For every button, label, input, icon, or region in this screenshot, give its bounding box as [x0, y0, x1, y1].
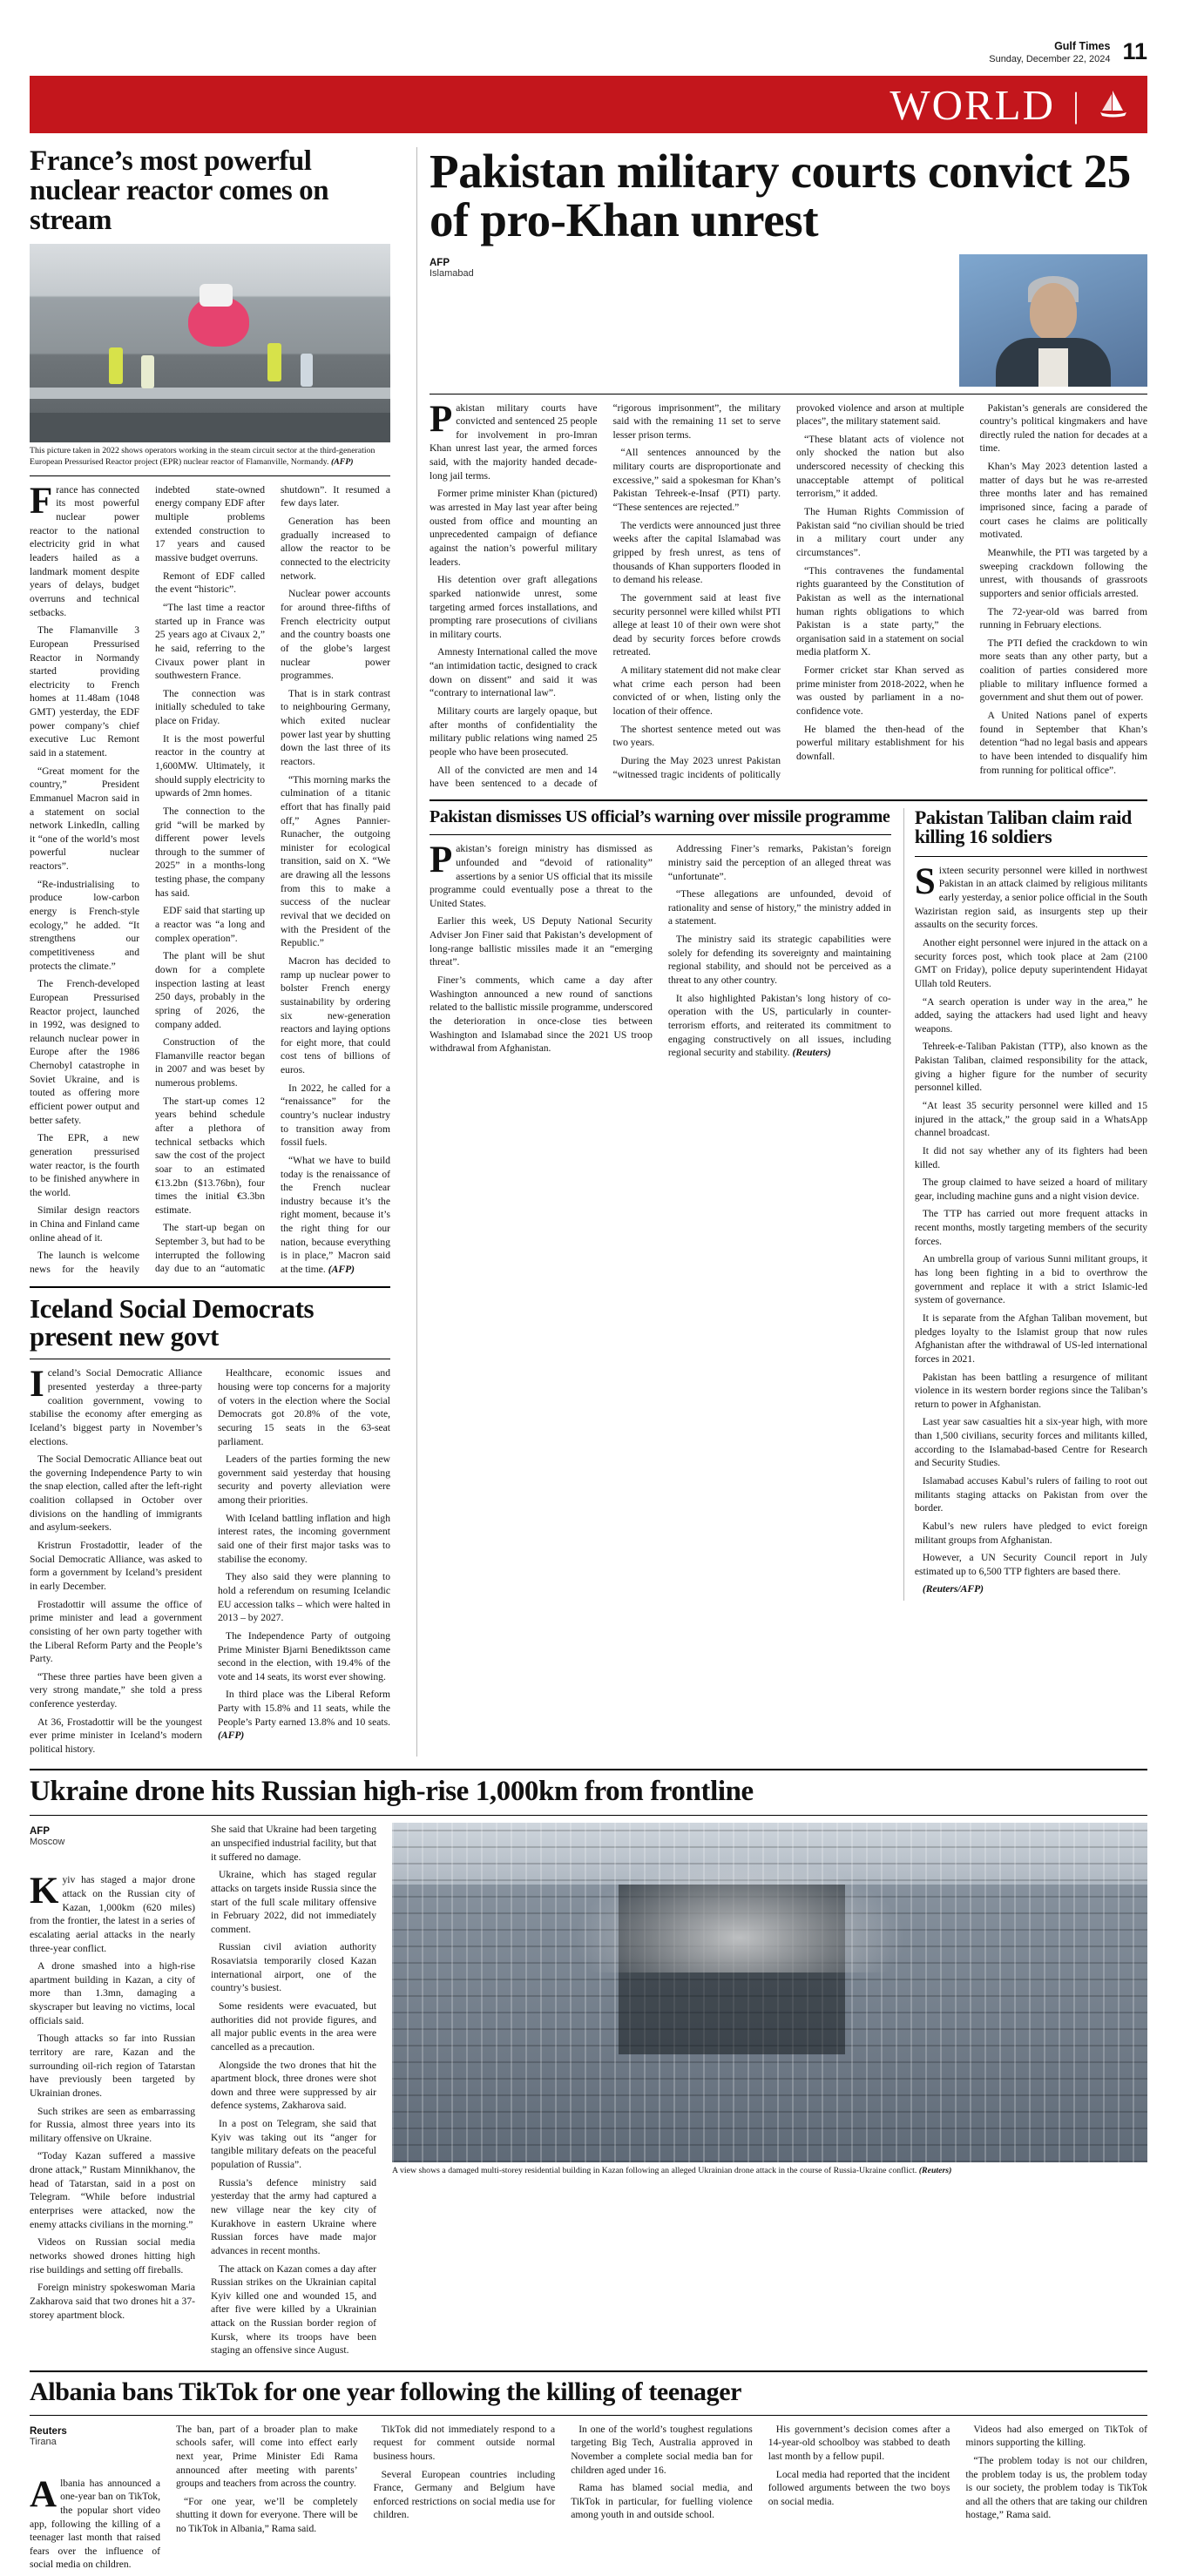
paragraph: A United Nations panel of experts found in September that Khan’s detention “had no legal basis and appears to have been intended to disqualify him from running for political office”. [979, 710, 1147, 776]
paragraph: The connection was initially scheduled to take place on Friday. [155, 687, 265, 727]
masthead-date: Sunday, December 22, 2024 [989, 53, 1111, 64]
paragraph: “These blatant acts of violence not only shocked the nation but also underscored necessity of checking this unacceptable attempt of political terrorism,” it added. [796, 433, 964, 500]
paragraph: Last year saw casualties hit a six-year high, with more than 1,500 civilians, security forces and militants killed, according to the Islamabad-based Centre for Research and Security Studies. [914, 1416, 1147, 1469]
page-number: 11 [1122, 38, 1147, 64]
paragraph: Pakistan’s foreign ministry has dismissed as unfounded and “devoid of rationality” assertions by a senior US official that its missile programme could eventually pose a threat to the United States. [430, 840, 653, 909]
paragraph: The ministry said its strategic capabilities were solely for defending its sovereignty and maintaining regional stability, and should not be perceived as a threat to any other country. [667, 934, 891, 987]
paragraph [668, 992, 891, 1060]
paragraph: Earlier this week, US Deputy National Security Adviser Jon Finer said that Pakistan’s development of long-range ballistic missiles made it an “emerging threat”. [430, 915, 653, 968]
banner-separator: | [1072, 84, 1079, 125]
france-body [30, 480, 390, 1278]
paragraph: The verdicts were announced just three weeks after the capital Islamabad was gripped by fresh unrest, as tens of thousands of Khan supporters flooded in to demand his release. [612, 519, 781, 586]
top-section [30, 147, 1147, 1756]
paragraph: Former prime minister Khan (pictured) was arrested in May last year after being ousted from office and mounting an unprecedented campaign of defiance against the nation’s powerful military leaders. [430, 488, 598, 568]
paragraph: Several European countries including France, Germany and Belgium have enforced restrictions on social media use for children. [373, 2468, 556, 2521]
paragraph: The government said at least five security personnel were killed whilst PTI allege at least 10 of their own were shot dead by security forces before crowds retreated. [612, 591, 781, 658]
france-story [30, 147, 404, 1756]
paragraph [281, 1154, 390, 1277]
paragraph: Meanwhile, the PTI was targeted by a sweeping crackdown following the unrest, with thousands of grassroots supporters and senior officials arrested. [979, 546, 1147, 599]
paragraph: In 2022, he called for a “renaissance” for the country’s nuclear industry to transition away from fossil fuels. [281, 1082, 390, 1149]
column-divider [416, 147, 417, 1756]
paragraph: Pakistan has been battling a resurgence of militant violence in its western border regions since the Taliban’s return to power in Afghanistan. [914, 1371, 1147, 1410]
paragraph: “The last time a reactor started up in France was 25 years ago at Civaux 2,” he said, referring to the Civaux power plant in southwestern France. [155, 601, 265, 682]
paragraph: His detention over graft allegations sparked nationwide unrest, some targeting armed forces installations, and prompting rare prosecutions of civilians in military courts. [430, 574, 598, 640]
source-credit: (Reuters) [792, 1047, 831, 1059]
paragraph: Local media had reported that the incident followed arguments between the two boys on social media. [768, 2468, 950, 2507]
paragraph: A drone smashed into a high-rise apartment building in Kazan, a city of more than 1.3mn, damaging a skyscraper but leaving no victims, local officials said. [30, 1960, 195, 2026]
paragraph: “These allegations are unfounded, devoid of rationality and sense of history,” the ministry added in a statement. [667, 888, 891, 927]
taliban-headline: Pakistan Taliban claim raid killing 16 soldiers [914, 806, 1132, 848]
paragraph: Macron has decided to ramp up nuclear power to bolster French energy sustainability by ordering six new-generation reactors and laying options for eight more, that could cost tens of billions of euros. [281, 954, 390, 1076]
paragraph: Amnesty International called the move “an intimidation tactic, designed to crack down on dissent” and said it was “contrary to international law”. [430, 646, 598, 699]
paragraph: He blamed the then-head of the powerful military establishment for his downfall. [796, 723, 964, 762]
paragraph: Kyiv has staged a major drone attack on the Russian city of Kazan, 1,000km (620 miles) from the frontier, the latest in a series of escalating aerial attacks in the nearly three-year conflict. [30, 1871, 195, 1954]
missile-headline: Pakistan dismisses US official’s warning over missile programme [430, 806, 890, 826]
paragraph: Kabul’s new rulers have pledged to evict foreign militant groups from Afghanistan. [914, 1520, 1147, 1546]
paragraph: At 36, Frostadottir will be the youngest ever prime minister in Iceland’s modern political history. [30, 1716, 202, 1756]
ukraine-caption [392, 2162, 1147, 2177]
imran-khan-photo [959, 254, 1147, 387]
paragraph: However, a UN Security Council report in July estimated up to 6,500 TTP fighters are based there. [914, 1552, 1147, 1577]
paragraph: The Flamanville 3 European Pressurised Reactor in Normandy started providing electricity to French homes at 11.48am (1048 GMT) yesterday, the EDF power company’s chief executive Luc Remont said in a statement. [30, 624, 139, 759]
paragraph: Some residents were evacuated, but authorities did not provide figures, and all major public events in the area were cancelled as a precaution. [211, 2000, 376, 2053]
masthead-title: Gulf Times [1054, 40, 1111, 52]
source-credit: (AFP) [218, 1730, 245, 1742]
paragraph: A military statement did not make clear what crime each person had been convicted of or when, listing only the location of their offence. [612, 664, 781, 718]
reactor-photo [30, 244, 390, 442]
ukraine-byline [30, 1826, 195, 1847]
paragraph: Pakistan’s generals are considered the country’s political kingmakers and have directly ruled the nation for decades at a time. [979, 401, 1147, 455]
paragraph: Construction of the Flamanville reactor began in 2007 and was beset by numerous problems. [155, 1036, 265, 1089]
paragraph: Ukraine, which has staged regular attacks on targets inside Russia since the start of the full scale military offensive in February 2022, did not immediately comment. [211, 1869, 376, 1935]
paragraph: In one of the world’s toughest regulations targeting Big Tech, Australia approved in November a complete social media ban for children aged under 16. [571, 2423, 753, 2476]
taliban-story [915, 808, 1147, 1601]
paragraph: TikTok did not immediately respond to a request for comment outside normal business hours. [373, 2423, 556, 2462]
section-banner [30, 76, 1147, 133]
albania-byline [30, 2426, 160, 2447]
paragraph: It is separate from the Afghan Taliban movement, but pledges loyalty to the Islamist group that now rules Afghanistan after the withdrawal of US-led international forces in 2021. [914, 1312, 1147, 1365]
paragraph: In a post on Telegram, she said that Kyiv was taking out its “anger for tangible military defeats on the peaceful population of Russia”. [211, 2118, 376, 2171]
paragraph: “At least 35 security personnel were killed and 15 injured in the attack,” the group said in a WhatsApp channel broadcast. [914, 1099, 1147, 1139]
paragraph: Khan’s May 2023 detention lasted a matter of days but he was re-arrested three months later and has remained imprisoned since, facing a parade of court cases he claims are politically motivated. [979, 461, 1147, 541]
iceland-story [30, 1295, 390, 1757]
source-credit: (Reuters/AFP) [922, 1583, 984, 1595]
dhow-boat-icon [1093, 85, 1132, 124]
pakistan-body [430, 398, 1147, 791]
paragraph: Islamabad accuses Kabul’s rulers of failing to root out militants staging attacks on Pakistan from over the border. [914, 1475, 1147, 1514]
iceland-headline: Iceland Social Democrats present new govt [30, 1293, 315, 1352]
paragraph: Tehreek-e-Taliban Pakistan (TTP), also known as the Pakistan Taliban, claimed responsibility for the attack, giving a higher figure for the number of security personnel killed. [914, 1041, 1147, 1094]
paragraph: France has connected its most powerful nuclear power reactor to the national electricity grid in what leaders hailed as a landmark moment despite years of delays, budget overruns and technical setbacks. [30, 480, 139, 618]
paragraph: The Independence Party of outgoing Prime Minister Bjarni Benediktsson came second in the election, with 19.4% of the vote and 14 seats, its worst ever showing. [218, 1629, 390, 1682]
paragraph-text: “What we have to build today is the renaissance of the French nuclear industry because it’s the right moment, because it’s the right thing for our nation, because everything is in place,” Macron said at the time. [281, 1154, 390, 1276]
paragraph: Such strikes are seen as embarrassing for Russia, almost three years into its military offensive on Ukraine. [30, 2105, 195, 2144]
paragraph: All of the convicted are men and 14 have been sentenced to a decade of “rigorous imprisonment”, the military said with the remaining 11 set to serve lesser prison terms. [430, 401, 781, 790]
paragraph: The Social Democratic Alliance beat out the governing Independence Party to win the snap election, called after the left-right coalition collapsed in October over divisions on the handling of immigrants and asylum-seekers. [30, 1453, 202, 1534]
paragraph: The connection to the grid “will be marked by different power levels through to the summer of 2025” in a months-long testing phase, the company has said. [155, 805, 265, 899]
paragraph: Pakistan military courts have convicted and sentenced 25 people for involvement in pro-Imran Khan unrest last year, the armed forces said, with the majority handed decade-long jail terms. [430, 398, 598, 482]
paragraph [218, 1688, 390, 1743]
section-title: WORLD [890, 80, 1055, 129]
pakistan-story [430, 147, 1147, 1756]
paragraph: The TTP has carried out more frequent attacks in recent months, mostly targeting members of the security forces. [914, 1208, 1147, 1247]
pakistan-byline [430, 258, 945, 279]
iceland-body [30, 1366, 390, 1756]
paragraph: The start-up comes 12 years behind schedule after a plethora of technical setbacks which saw the cost of the project soar to an estimated €13.2bn ($13.76bn), four times the initial €3.3bn estimate. [155, 1095, 265, 1216]
paragraph [915, 1582, 1147, 1596]
paragraph: “Re-industrialising to produce low-carbon energy is French-style ecology,” he added. “It strengthens our competitiveness and protects the climate.” [30, 878, 139, 972]
kazan-tower-photo [392, 1823, 1147, 2162]
paragraph: The PTI defied the crackdown to win more seats than any other party, but a coalition of parties considered more pliable to military influence formed a government and shut them out of power. [979, 637, 1147, 704]
paragraph: The ban, part of a broader plan to make schools safer, will come into effect early next year, Prime Minister Edi Rama announced after meeting with parents’ groups and teachers from across the country. [176, 2423, 358, 2490]
paragraph: “Today Kazan suffered a massive drone attack,” Rustam Minnikhanov, the head of Tatarstan, said in a post on Telegram. “While before industrial enterprises were attacked, now the enemy attacks civilians in the morning.” [30, 2150, 195, 2230]
paragraph: Finer’s comments, which came a day after Washington announced a new round of sanctions related to the ballistic missile programme, underscored the deterioration in once-close ties between Washington and Islamabad since the 2021 US troop withdrawal from Afghanistan. [430, 974, 653, 1055]
byline-location: Tirana [30, 2436, 57, 2447]
paragraph: EDF said that starting up a reactor was “a long and complex operation”. [155, 905, 265, 944]
paragraph: His government’s decision comes after a 14-year-old schoolboy was stabbed to death last month by a fellow pupil. [768, 2423, 950, 2462]
paragraph: Nuclear power accounts for around three-fifths of French electricity output and the country boasts one of the globe’s largest nuclear power programmes. [281, 588, 390, 682]
france-headline: France’s most powerful nuclear reactor comes on stream [30, 145, 329, 236]
paragraph: The EPR, a new generation pressurised water reactor, is the fourth to be finished anywhere in the world. [30, 1132, 139, 1198]
paragraph: Healthcare, economic issues and housing were top concerns for a majority of voters in the election where the Social Democrats got 20.8% of the vote, securing 15 seats in the 63-seat parliament. [218, 1367, 390, 1447]
paragraph: “For one year, we’ll be completely shutting it down for everyone. There will be no TikTok in Albania,” Rama said. [176, 2495, 358, 2535]
paragraph: Another eight personnel were injured in the attack on a security forces post, which took place at 2am (2100 GMT on Friday), police deputy superintendent Hidayat Ullah told Reuters. [914, 936, 1147, 989]
albania-body [176, 2423, 1147, 2576]
khan-figure [959, 254, 1147, 387]
kazan-figure [392, 1823, 1147, 2362]
missile-story [430, 808, 903, 1601]
paragraph: Russia’s defence ministry said yesterday that the army had captured a new village near the key city of Kurakhove in eastern Ukraine where Russian forces have made major advances in recent months. [211, 2176, 376, 2256]
paragraph: Rama has blamed social media, and TikTok in particular, for fuelling violence among youth in and outside school. [571, 2482, 753, 2521]
paragraph: “This contravenes the fundamental rights guaranteed by the Constitution of Pakistan as well as the international human rights obligations to which Pakistan is a state party,” the organisation said in a statement on social media platform X. [796, 564, 964, 658]
byline-location: Islamabad [430, 267, 474, 279]
paragraph: Kristrun Frostadottir, leader of the Social Democratic Alliance, was asked to form a government by Iceland’s president in early December. [30, 1540, 202, 1592]
paragraph: With Iceland battling inflation and high interest rates, the incoming government said one of their first major tasks was to stabilise the economy. [218, 1512, 390, 1565]
paragraph: “Great moment for the country,” President Emmanuel Macron said in a statement on social network LinkedIn, calling it “one of the world’s most powerful nuclear reactors”. [30, 765, 139, 873]
ukraine-caption-text: A view shows a damaged multi-storey residential building in Kazan following an alleged Ukrainian drone attack in the course of Russia-Ukraine conflict. [392, 2166, 917, 2176]
paragraph: The French-developed European Pressurised Reactor project, launched in 1992, was designed to relaunch nuclear power in Europe after the 1986 Chernobyl catastrophe in Soviet Ukraine, and is touted as offering more efficient power output and better safety. [30, 978, 139, 1126]
paragraph: The Human Rights Commission of Pakistan said “no civilian should be tried in a military court under any circumstances”. [796, 506, 964, 558]
paragraph-text: It also highlighted Pakistan’s long history of co-operation with the US, particularly in counter-terrorism efforts, and reiterated its commitment to engaging constructively on all issues, including regional security and stability. [667, 992, 891, 1059]
lower-right-block [430, 808, 1147, 1601]
paragraph: “The problem today is not our children, the problem today is us, the problem today is our society, the problem today is TikTok and all the others that are taking our children hostage,” Rama said. [965, 2454, 1147, 2521]
paragraph: Alongside the two drones that hit the apartment block, three drones were shot down and three were suppressed by air defence systems, Zakharova said. [211, 2059, 376, 2112]
pakistan-headline: Pakistan military courts convict 25 of pro-Khan unrest [430, 145, 1131, 247]
france-caption [30, 442, 390, 468]
ukraine-headline: Ukraine drone hits Russian high-rise 1,000km from frontline [30, 1775, 754, 1807]
paragraph: Iceland’s Social Democratic Alliance presented yesterday a three-party coalition government, vowing to stabilise the economy after emerging as Iceland’s biggest party in November’s elections. [30, 1364, 202, 1447]
paragraph: Foreign ministry spokeswoman Maria Zakharova said that two drones hit a 37-storey apartment block. [30, 2282, 195, 2321]
paragraph: Videos had also emerged on TikTok of minors supporting the killing. [965, 2423, 1147, 2449]
paragraph: Addressing Finer’s remarks, Pakistan’s foreign ministry said the perception of an alleged threat was “unfortunate”. [667, 843, 891, 882]
ukraine-story [30, 1777, 1147, 2362]
paragraph: It is the most powerful reactor in the country at 1,600MW. Ultimately, it should supply electricity to upwards of 2mn homes. [155, 732, 265, 799]
paragraph: “A search operation is under way in the area,” he added, saying the attackers had used light and heavy weapons. [914, 995, 1147, 1035]
taliban-body [914, 860, 1147, 1596]
paragraph: Albania has announced a one-year ban on TikTok, the popular short video app, following the killing of a teenager last month that raised fears over the influence of social media on children. [30, 2473, 160, 2571]
paragraph: Frostadottir will assume the office of prime minister and lead a government consisting of her own party together with the Liberal Reform Party and the People’s Party. [30, 1598, 202, 1665]
paragraph: It did not say whether any of its fighters had been killed. [914, 1144, 1147, 1170]
paragraph: The attack on Kazan comes a day after Russian strikes on the Ukrainian capital Kyiv killed one and wounded 15, and after five were killed by a Ukrainian attack on the Russian border region of Kursk, where its troops have been staging an offensive since August. [211, 2262, 376, 2357]
paragraph: “This morning marks the culmination of a titanic effort that has finally paid off,” Agnes Pannier-Runacher, the outgoing minister for ecological transition, said on X. “We are drawing all the lessons from this to make a success of the nuclear revival that we decided on with the President of the Republic.” [281, 773, 390, 949]
paragraph: That is in stark contrast to neighbouring Germany, which exited nuclear power last year by shutting down the last three of its reactors. [281, 687, 390, 767]
paragraph: Remont of EDF called the event “historic”. [155, 570, 265, 596]
paragraph: Videos on Russian social media networks showed drones hitting high rise buildings and setting off fireballs. [30, 2236, 195, 2276]
byline-agency: Reuters [30, 2425, 67, 2437]
paragraph: Generation has been gradually increased to allow the reactor to be connected to the electricity network. [281, 516, 390, 582]
paragraph: Russian civil aviation authority Rosaviatsia temporarily closed Kazan international airport, one of the country’s busiest. [211, 1941, 376, 1994]
paragraph-text: In third place was the Liberal Reform Party with 15.8% and 11 seats, while the People’s Party earned 13.8% and 10 seats. [218, 1689, 390, 1728]
masthead [30, 0, 1147, 65]
paragraph: The start-up began on September 3, but had to be interrupted the following day due to an “automatic shutdown”. It resumed a few days later. [155, 483, 390, 1275]
albania-story [30, 2379, 1147, 2576]
france-caption-credit: (AFP) [330, 457, 354, 468]
paragraph: The group claimed to have seized a hoard of military gear, including machine guns and a night vision device. [914, 1177, 1147, 1202]
paragraph: The 72-year-old was barred from running in February elections. [979, 605, 1147, 631]
paragraph: An umbrella group of various Sunni militant groups, it has long been fighting in a bid to overthrow the government and replace it with a strict Islamic-led system of governance. [914, 1253, 1147, 1306]
paragraph: The plant will be shut down for a complete inspection lasting at least 250 days, probably in the spring of 2026, the company added. [155, 950, 265, 1030]
paragraph: Similar design reactors in China and Finland came online ahead of it. [30, 1204, 139, 1244]
paragraph: Former cricket star Khan served as prime minister from 2018-2022, when he was ousted by parliament in a no-confidence vote. [796, 664, 964, 718]
byline-agency: AFP [30, 1826, 50, 1838]
paragraph: “All sentences announced by the military courts are disproportionate and excessive,” said a spokesman for Khan’s Pakistan Tehreek-e-Insaf (PTI) party. “These sentences are rejected.” [612, 447, 781, 514]
paragraph: Though attacks so far into Russian territory are rare, Kazan and the surrounding oil-rich region of Tatarstan have previously been targeted by Ukrainian drones. [30, 2033, 195, 2099]
paragraph: They also said they were planning to hold a referendum on resuming Icelandic EU accession talks – which were halted in 2013 – by 2027. [218, 1571, 390, 1624]
ukraine-caption-credit: (Reuters) [918, 2166, 952, 2176]
paragraph: The launch is welcome news for the heavily indebted state-owned energy company EDF after multiple problems extended construction to 17 years and caused massive budget overruns. [30, 483, 265, 1276]
albania-headline: Albania bans TikTok for one year following the killing of teenager [30, 2377, 742, 2407]
france-caption-text: This picture taken in 2022 shows operators working in the steam circuit sector at the third-generation European Pressurised Reactor project (EPR) nuclear reactor of Flamanville, Normandy. [30, 446, 375, 468]
byline-agency: AFP [430, 257, 450, 268]
paragraph: Leaders of the parties forming the new government said yesterday that housing security and poverty alleviation were among their priorities. [218, 1453, 390, 1507]
paragraph: Sixteen security personnel were killed in northwest Pakistan in an attack claimed by religious militants early yesterday, a senior police official in the South Waziristan region said, as insurgents step up their assaults on the security forces. [914, 860, 1147, 931]
paragraph: During the May 2023 unrest Pakistan “witnessed tragic incidents of politically provoked violence and arson at multiple places”, the military statement said. [612, 401, 964, 780]
paragraph: Military courts are largely opaque, but after months of confidentiality the military public relations wing named 25 people who have been prosecuted. [430, 705, 598, 758]
paragraph: The shortest sentence meted out was two years. [612, 723, 781, 749]
france-figure [30, 244, 390, 468]
source-credit: (AFP) [328, 1264, 355, 1276]
byline-location: Moscow [30, 1837, 65, 1848]
missile-body [430, 842, 891, 1062]
paragraph: She said that Ukraine had been targeting an unspecified industrial facility, but that it suffered no damage. [211, 1824, 376, 1863]
paragraph: “These three parties have been given a very strong mandate,” she told a press conference yesterday. [30, 1670, 202, 1710]
